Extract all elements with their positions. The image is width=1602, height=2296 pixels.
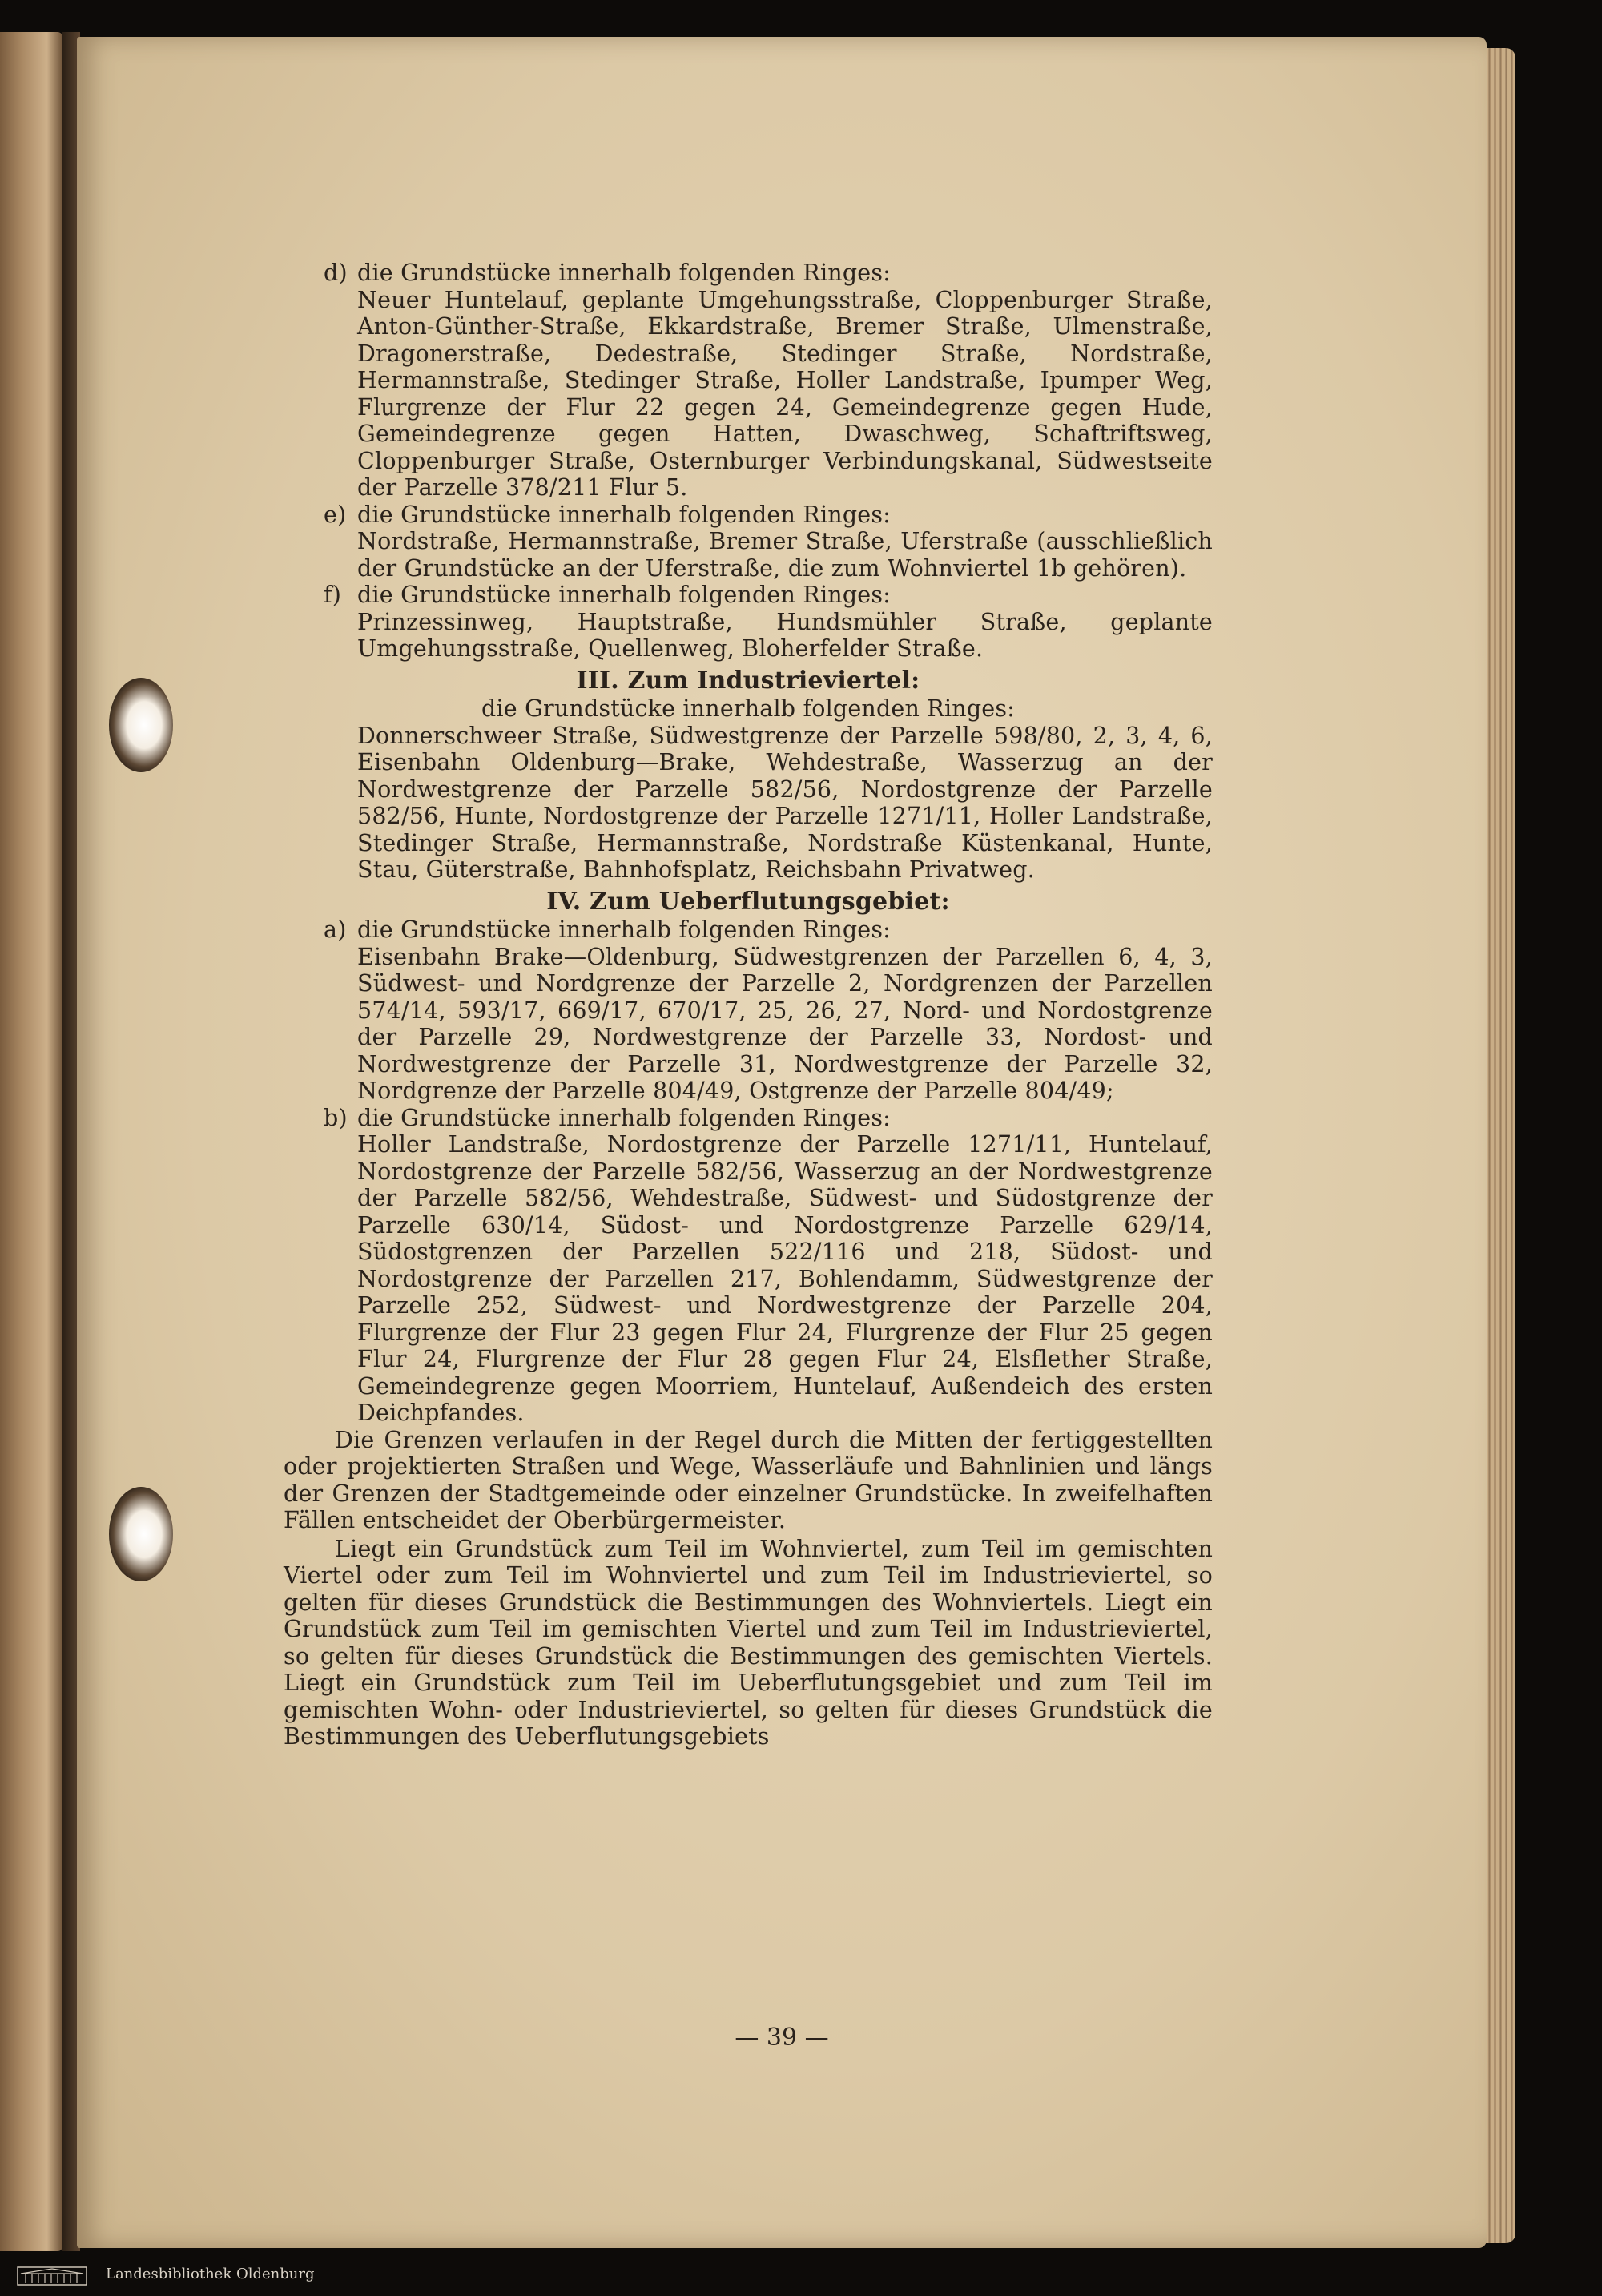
entry-letter: a) [324, 916, 347, 943]
entry-letter: d) [324, 260, 348, 286]
section-body-industrieviertel: Donnerschweer Straße, Südwestgrenze der Parzelle 598/80, 2, 3, 4, 6, Eisenbahn Oldenburg—Brake, Wehdestraße, Wasserzug an der Nordwestgrenze der Parzelle 582/56, Nordostgrenze der Parzelle 582/56, Hunte, Nordostgrenze der Parzelle 1271/11, Holler Landstraße, Stedinger Straße, Hermannstraße, Nordstraße Küstenkanal, Hunte, Stau, Güterstraße, Bahnhofsplatz, Reichsbahn Privatweg. [357, 722, 1213, 883]
left-page-edge [0, 32, 62, 2251]
paragraph-teilgrundstueck: Liegt ein Grundstück zum Teil im Wohnviertel, zum Teil im gemischten Viertel oder zum Teil im Wohnviertel und zum Teil im Industrieviertel, so gelten für dieses Grundstück die Bestimmungen des Wohnviertels. Liegt ein Grundstück zum Teil im gemischten Viertel und zum Teil im Industrieviertel, so gelten für dieses Grundstück die Bestimmungen des gemischten Viertels. Liegt ein Grundstück zum Teil im Ueberflutungsgebiet und zum Teil im gemischten Wohn- oder Industrieviertel, so gelten für dieses Grundstück die Bestimmungen des Ueberflutungsgebiets [284, 1535, 1213, 1750]
entry-body: Prinzessinweg, Hauptstraße, Hundsmühler Straße, geplante Umgehungsstraße, Quellenweg, Bloherfelder Straße. [357, 608, 1213, 662]
binding-hole-bottom [109, 1487, 173, 1581]
section-heading-ueberflutungsgebiet: IV. Zum Ueberflutungsgebiet: [546, 887, 950, 916]
entry-body: Holler Landstraße, Nordostgrenze der Parzelle 1271/11, Huntelauf, Nordostgrenze der Parzelle 582/56, Wasserzug an der Nordwestgrenze der Parzelle 582/56, Wehdestraße, Südwest- und Südostgrenze der Parzelle 630/14, Südost- und Nordostgrenze Parzelle 629/14, Südostgrenzen der Parzellen 522/116 und 218, Südost- und Nordostgrenze der Parzellen 217, Bohlendamm, Südwestgrenze der Parzelle 252, Südwest- und Nordwestgrenze der Parzelle 204, Flurgrenze der Flur 23 gegen Flur 24, Flurgrenze der Flur 25 gegen Flur 24, Flurgrenze der Flur 28 gegen Flur 24, Elsflether Straße, Gemeindegrenze gegen Moorriem, Huntelauf, Außendeich des ersten Deichpfandes. [357, 1131, 1213, 1426]
footer-bar [0, 2256, 1602, 2296]
entry-b [284, 1105, 1213, 1427]
footer-library-label: Landesbibliothek Oldenburg [106, 2266, 315, 2282]
binding-hole-top [109, 678, 173, 772]
library-building-icon [16, 2266, 88, 2286]
section-intro: die Grundstücke innerhalb folgenden Ringes: [481, 695, 1015, 722]
entry-e [284, 501, 1213, 582]
entry-body: Nordstraße, Hermannstraße, Bremer Straße, Uferstraße (ausschließlich der Grundstücke an der Uferstraße, die zum Wohnviertel 1b gehören). [357, 528, 1213, 582]
book-page [77, 37, 1487, 2248]
entry-letter: e) [324, 501, 347, 528]
section-heading-industrieviertel: III. Zum Industrieviertel: [576, 666, 920, 695]
entry-heading: die Grundstücke innerhalb folgenden Ringes: [357, 916, 891, 943]
entry-d [284, 260, 1213, 501]
entry-a [284, 916, 1213, 1105]
page-number: — 39 — [735, 2024, 829, 2052]
page-text [284, 260, 1213, 1750]
paragraph-grenzen: Die Grenzen verlaufen in der Regel durch die Mitten der fertiggestellten oder projektierten Straßen und Wege, Wasserläufe und Bahnlinien und längs der Grenzen der Stadtgemeinde oder einzelner Grundstücke. In zweifelhaften Fällen entscheidet der Oberbürgermeister. [284, 1426, 1213, 1533]
entry-heading: die Grundstücke innerhalb folgenden Ringes: [357, 582, 891, 608]
entry-letter: f) [324, 582, 342, 608]
entry-f [284, 582, 1213, 663]
entry-letter: b) [324, 1104, 348, 1131]
entry-body: Neuer Huntelauf, geplante Umgehungsstraße, Cloppenburger Straße, Anton-Günther-Straße, Ekkardstraße, Bremer Straße, Ulmenstraße, Dragonerstraße, Dedestraße, Stedinger Straße, Nordstraße, Hermannstraße, Stedinger Straße, Holler Landstraße, Ipumper Weg, Flurgrenze der Flur 22 gegen 24, Gemeindegrenze gegen Hude, Gemeindegrenze gegen Hatten, Dwaschweg, Schaftriftsweg, Cloppenburger Straße, Osternburger Verbindungskanal, Südwestseite der Parzelle 378/211 Flur 5. [357, 286, 1213, 501]
entry-heading: die Grundstücke innerhalb folgenden Ringes: [357, 501, 891, 528]
entry-heading: die Grundstücke innerhalb folgenden Ringes: [357, 1104, 891, 1131]
entry-body: Eisenbahn Brake—Oldenburg, Südwestgrenzen der Parzellen 6, 4, 3, Südwest- und Nordgrenze der Parzelle 2, Nordgrenzen der Parzellen 574/14, 593/17, 669/17, 670/17, 25, 26, 27, Nord- und Nordostgrenze der Parzelle 29, Nordwestgrenze der Parzelle 33, Nordost- und Nordwestgrenze der Parzelle 31, Nordwestgrenze der Parzelle 32, Nordgrenze der Parzelle 804/49, Ostgrenze der Parzelle 804/49; [357, 943, 1213, 1104]
entry-heading: die Grundstücke innerhalb folgenden Ringes: [357, 260, 891, 286]
